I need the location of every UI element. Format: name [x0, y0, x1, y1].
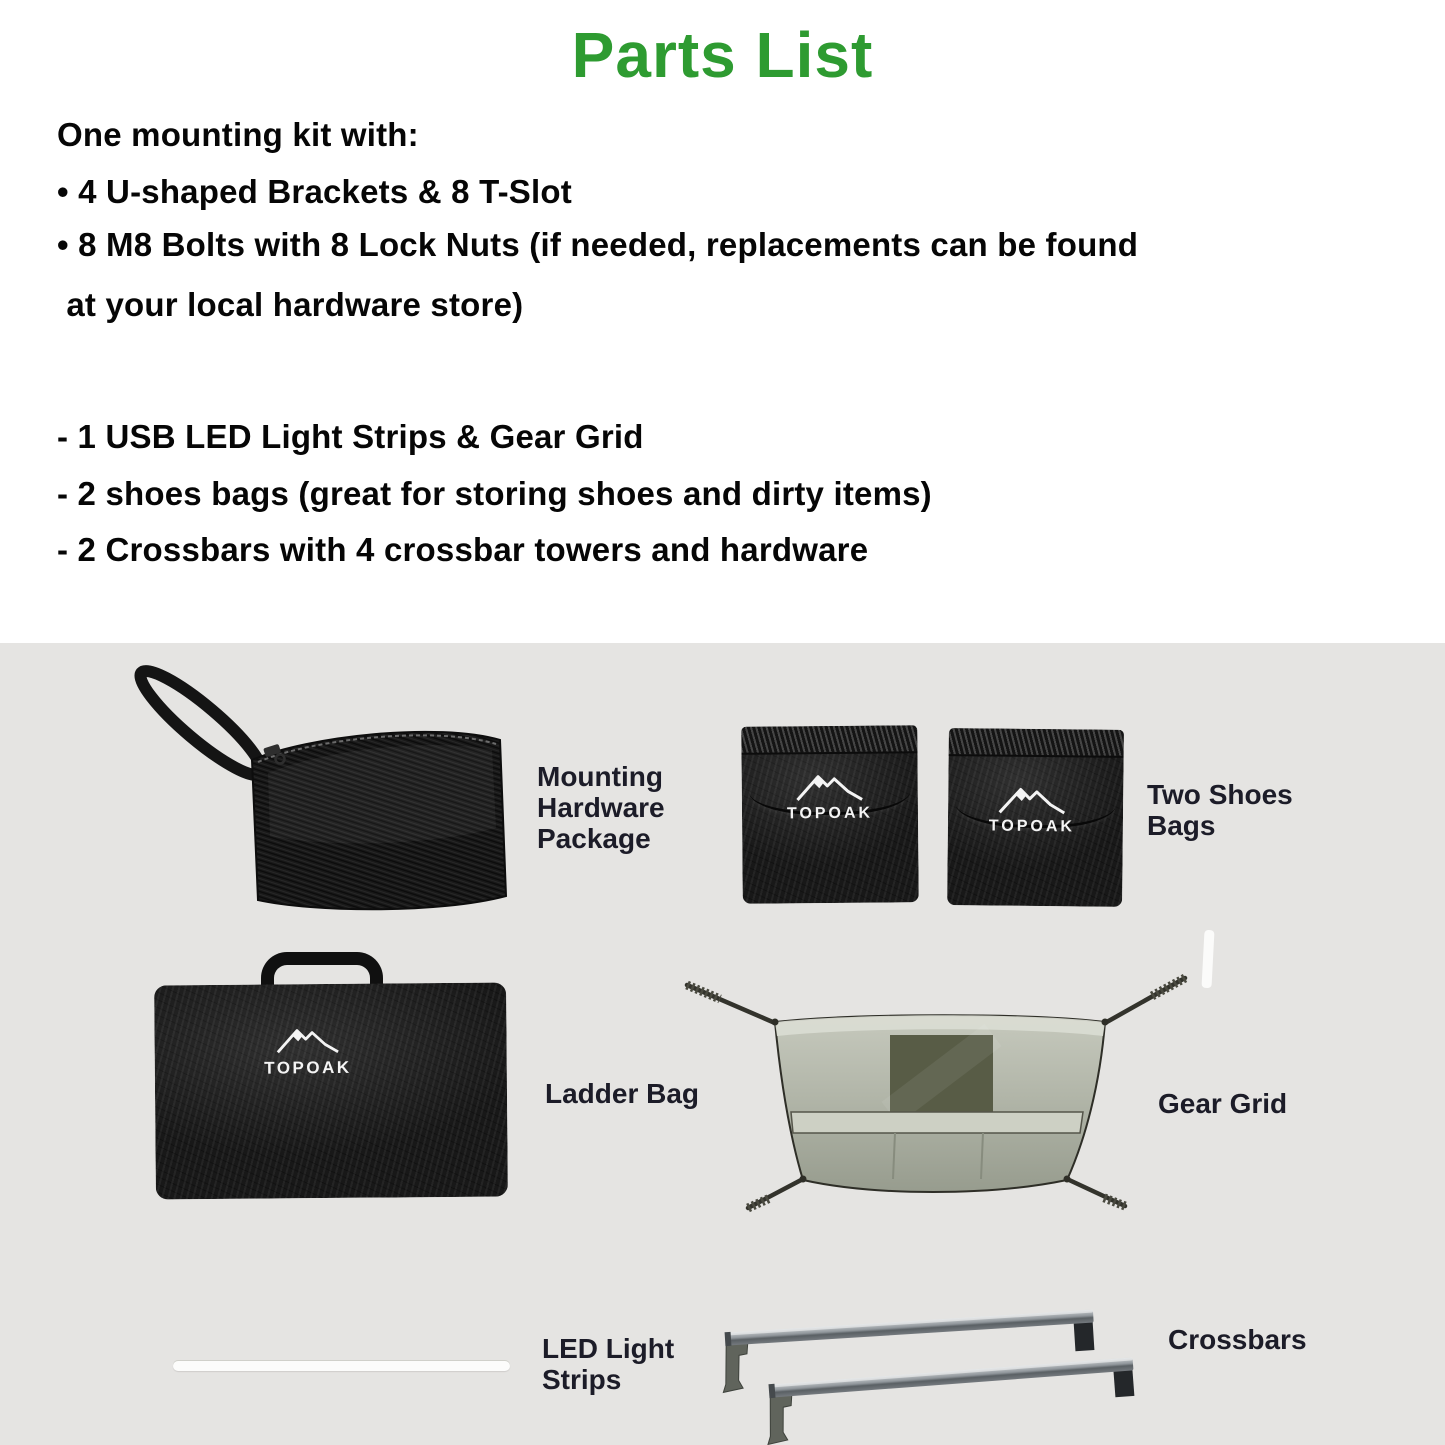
- topoak-logo: [264, 1026, 352, 1079]
- topoak-logo: [989, 785, 1076, 837]
- crossbars-image: [715, 1283, 1145, 1443]
- page-title: Parts List: [571, 19, 874, 91]
- led-light-strip-image: [173, 1361, 510, 1371]
- mounting-pouch-image: [118, 648, 518, 918]
- brand-text: TOPOAK: [786, 804, 874, 823]
- gear-grid-image: [660, 955, 1200, 1225]
- intro-heading: One mounting kit with:: [57, 116, 419, 153]
- dash-line-3: - 2 Crossbars with 4 crossbar towers and hardware: [57, 531, 869, 568]
- shoe-bag-mesh: [949, 728, 1124, 758]
- shoe-bag-mesh: [741, 725, 917, 755]
- gear-grid-label: Gear Grid: [1158, 1088, 1288, 1119]
- dash-line-1: - 1 USB LED Light Strips & Gear Grid: [57, 418, 644, 455]
- crossbar-tower-left: [764, 1390, 796, 1444]
- shoe-bag-left: [741, 725, 919, 904]
- crossbar-end-cap: [725, 1332, 732, 1346]
- dash-line-2: - 2 shoes bags (great for storing shoes and dirty items): [57, 475, 932, 512]
- ladder-bag-label: Ladder Bag: [545, 1078, 700, 1109]
- brand-text: TOPOAK: [264, 1057, 352, 1078]
- bullet-line-1: • 4 U-shaped Brackets & 8 T-Slot: [57, 173, 572, 210]
- gear-grid-mid-band: [791, 1112, 1083, 1133]
- pouch-strap: [130, 660, 271, 787]
- mountain-icon: [794, 772, 866, 803]
- mounting-hardware-label: Mounting Hardware Package: [537, 761, 665, 854]
- topoak-logo: [787, 772, 874, 824]
- mountain-icon: [275, 1026, 341, 1055]
- mountain-icon: [996, 785, 1068, 816]
- crossbar-tower-left: [720, 1339, 751, 1393]
- crossbar-end-cap: [768, 1384, 775, 1398]
- bullet-line-3: at your local hardware store): [57, 286, 524, 323]
- two-shoes-bags-label: Two Shoes Bags: [1147, 779, 1293, 841]
- crossbar-bottom: [763, 1357, 1136, 1445]
- led-light-strips-label: LED Light Strips: [542, 1333, 675, 1395]
- ladder-bag-body: [154, 982, 508, 1199]
- bullet-line-2: • 8 M8 Bolts with 8 Lock Nuts (if needed, replacements can be found: [57, 226, 1139, 263]
- ladder-bag-image: [155, 950, 507, 1200]
- brand-text: TOPOAK: [988, 817, 1076, 836]
- shoe-bag-right: [947, 728, 1124, 907]
- crossbars-label: Crossbars: [1168, 1324, 1307, 1355]
